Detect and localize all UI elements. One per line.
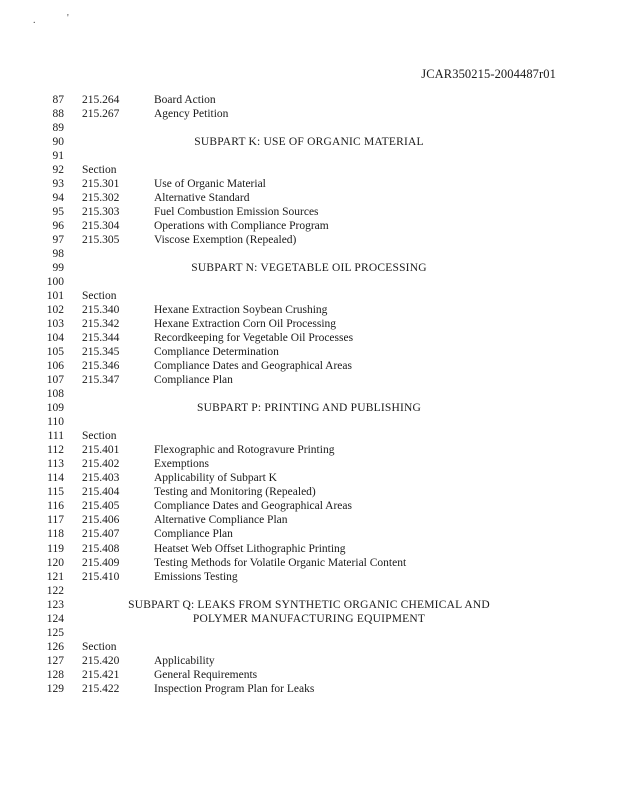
line-number: 101 — [46, 290, 64, 303]
toc-line — [0, 471, 618, 485]
section-number: 215.346 — [82, 360, 120, 373]
line-number: 105 — [46, 346, 64, 359]
line-number: 102 — [46, 304, 64, 317]
subpart-heading: SUBPART Q: LEAKS FROM SYNTHETIC ORGANIC CHEMICAL AND — [128, 598, 490, 611]
toc-line — [0, 191, 618, 205]
section-title: Board Action — [154, 94, 216, 106]
section-title: Compliance Plan — [154, 528, 233, 541]
section-title: Compliance Plan — [154, 374, 233, 387]
toc-line — [0, 359, 618, 373]
section-number: 215.403 — [82, 472, 120, 485]
line-number: 106 — [46, 360, 64, 373]
section-title: Hexane Extraction Soybean Crushing — [154, 304, 328, 317]
section-title: Agency Petition — [154, 108, 229, 121]
section-number: 215.409 — [82, 556, 120, 569]
section-title: Applicability of Subpart K — [154, 472, 277, 485]
line-number: 112 — [47, 444, 64, 457]
section-number: 215.402 — [82, 458, 120, 471]
section-number: 215.401 — [82, 444, 120, 457]
line-number: 96 — [52, 220, 64, 233]
toc-line — [0, 457, 618, 471]
line-number: 93 — [52, 178, 64, 191]
toc-line — [0, 556, 618, 570]
line-number: 126 — [46, 640, 64, 653]
line-number: 92 — [52, 164, 64, 177]
line-number: 123 — [46, 598, 64, 611]
line-number: 119 — [47, 542, 64, 555]
line-number: 110 — [47, 416, 64, 429]
subpart-heading-line — [0, 261, 618, 275]
toc-line — [0, 219, 618, 233]
section-number: 215.347 — [82, 374, 120, 387]
line-number: 91 — [52, 150, 64, 163]
line-number: 94 — [52, 192, 64, 205]
blank-line — [0, 121, 618, 135]
section-number: 215.410 — [82, 570, 120, 583]
line-number: 117 — [47, 514, 64, 527]
section-title: General Requirements — [154, 668, 258, 681]
section-title: Compliance Determination — [154, 346, 279, 359]
section-title: Viscose Exemption (Repealed) — [154, 234, 297, 247]
section-number: 215.408 — [82, 542, 120, 555]
section-title: Compliance Dates and Geographical Areas — [154, 500, 352, 513]
section-number: 215.267 — [82, 108, 120, 121]
line-number: 121 — [46, 570, 64, 583]
toc-line — [0, 317, 618, 331]
toc-line — [0, 654, 618, 668]
section-title: Operations with Compliance Program — [154, 220, 329, 233]
blank-line — [0, 275, 618, 289]
section-column-label: Section — [82, 430, 117, 443]
section-number: 215.340 — [82, 304, 120, 317]
line-number: 122 — [46, 584, 64, 597]
document-body — [0, 93, 618, 696]
section-number: 215.420 — [82, 654, 120, 667]
toc-line — [0, 93, 618, 107]
section-title: Heatset Web Offset Lithographic Printing — [154, 542, 346, 555]
toc-line — [0, 331, 618, 345]
line-number: 97 — [52, 234, 64, 247]
scan-mark: ' — [67, 13, 69, 24]
subpart-heading: SUBPART K: USE OF ORGANIC MATERIAL — [194, 136, 424, 149]
toc-line — [0, 303, 618, 317]
toc-line — [0, 443, 618, 457]
blank-line — [0, 247, 618, 261]
line-number: 127 — [46, 654, 64, 667]
line-number: 116 — [47, 500, 64, 513]
section-number: 215.344 — [82, 332, 120, 345]
line-number: 125 — [46, 626, 64, 639]
line-number: 87 — [52, 94, 64, 106]
toc-line — [0, 640, 618, 654]
subpart-heading-line — [0, 401, 618, 415]
line-number: 98 — [52, 248, 64, 261]
section-title: Alternative Standard — [154, 192, 250, 205]
toc-line — [0, 289, 618, 303]
toc-line — [0, 205, 618, 219]
section-title: Hexane Extraction Corn Oil Processing — [154, 318, 337, 331]
section-number: 215.264 — [82, 94, 120, 106]
section-column-label: Section — [82, 164, 117, 177]
line-number: 89 — [52, 122, 64, 135]
line-number: 115 — [47, 486, 64, 499]
blank-line — [0, 584, 618, 598]
line-number: 109 — [46, 402, 64, 415]
line-number: 107 — [46, 374, 64, 387]
section-column-label: Section — [82, 640, 117, 653]
section-title: Testing and Monitoring (Repealed) — [154, 486, 316, 499]
toc-line — [0, 513, 618, 527]
section-number: 215.304 — [82, 220, 120, 233]
toc-line — [0, 345, 618, 359]
section-number: 215.406 — [82, 514, 120, 527]
section-number: 215.422 — [82, 682, 120, 695]
section-number: 215.421 — [82, 668, 120, 681]
line-number: 111 — [47, 430, 64, 443]
blank-line — [0, 387, 618, 401]
scan-mark: . — [33, 15, 36, 26]
subpart-heading: SUBPART P: PRINTING AND PUBLISHING — [196, 402, 421, 415]
blank-line — [0, 149, 618, 163]
toc-line — [0, 429, 618, 443]
section-number: 215.302 — [82, 192, 120, 205]
section-title: Recordkeeping for Vegetable Oil Processes — [154, 332, 354, 345]
section-number: 215.301 — [82, 178, 120, 191]
section-title: Inspection Program Plan for Leaks — [154, 682, 315, 695]
toc-line — [0, 527, 618, 541]
subpart-heading-line — [0, 135, 618, 149]
line-number: 100 — [46, 276, 64, 289]
line-number: 118 — [47, 528, 64, 541]
section-title: Exemptions — [154, 458, 209, 471]
toc-line — [0, 485, 618, 499]
toc-line — [0, 668, 618, 682]
section-title: Emissions Testing — [154, 570, 238, 583]
subpart-heading-line — [0, 598, 618, 612]
line-number: 103 — [46, 318, 64, 331]
section-title: Use of Organic Material — [154, 178, 266, 191]
line-number: 120 — [46, 556, 64, 569]
section-column-label: Section — [82, 290, 117, 303]
document-id: JCAR350215-2004487r01 — [421, 67, 556, 81]
toc-line — [0, 107, 618, 121]
section-title: Testing Methods for Volatile Organic Material Content — [154, 556, 407, 569]
toc-line — [0, 682, 618, 696]
line-number: 124 — [46, 612, 64, 625]
subpart-heading: POLYMER MANUFACTURING EQUIPMENT — [192, 612, 426, 625]
section-title: Flexographic and Rotogravure Printing — [154, 444, 335, 457]
line-number: 95 — [52, 206, 64, 219]
line-number: 99 — [52, 262, 64, 275]
section-title: Applicability — [154, 654, 215, 667]
toc-line — [0, 373, 618, 387]
line-number: 104 — [46, 332, 64, 345]
line-number: 128 — [46, 668, 64, 681]
section-number: 215.303 — [82, 206, 120, 219]
line-number: 114 — [47, 472, 64, 485]
line-number: 129 — [46, 682, 64, 695]
line-number: 90 — [52, 136, 64, 149]
section-title: Compliance Dates and Geographical Areas — [154, 360, 352, 373]
line-number: 113 — [47, 458, 64, 471]
toc-line — [0, 177, 618, 191]
toc-line — [0, 542, 618, 556]
section-number: 215.305 — [82, 234, 120, 247]
toc-line — [0, 499, 618, 513]
section-title: Fuel Combustion Emission Sources — [154, 206, 319, 219]
section-number: 215.342 — [82, 318, 120, 331]
section-number: 215.345 — [82, 346, 120, 359]
subpart-heading-line — [0, 612, 618, 626]
blank-line — [0, 626, 618, 640]
subpart-heading: SUBPART N: VEGETABLE OIL PROCESSING — [191, 262, 427, 275]
toc-line — [0, 570, 618, 584]
section-number: 215.404 — [82, 486, 120, 499]
toc-line — [0, 163, 618, 177]
section-number: 215.405 — [82, 500, 120, 513]
line-number: 108 — [46, 388, 64, 401]
section-number: 215.407 — [82, 528, 120, 541]
section-title: Alternative Compliance Plan — [154, 514, 288, 527]
line-number: 88 — [52, 108, 64, 121]
blank-line — [0, 415, 618, 429]
toc-line — [0, 233, 618, 247]
